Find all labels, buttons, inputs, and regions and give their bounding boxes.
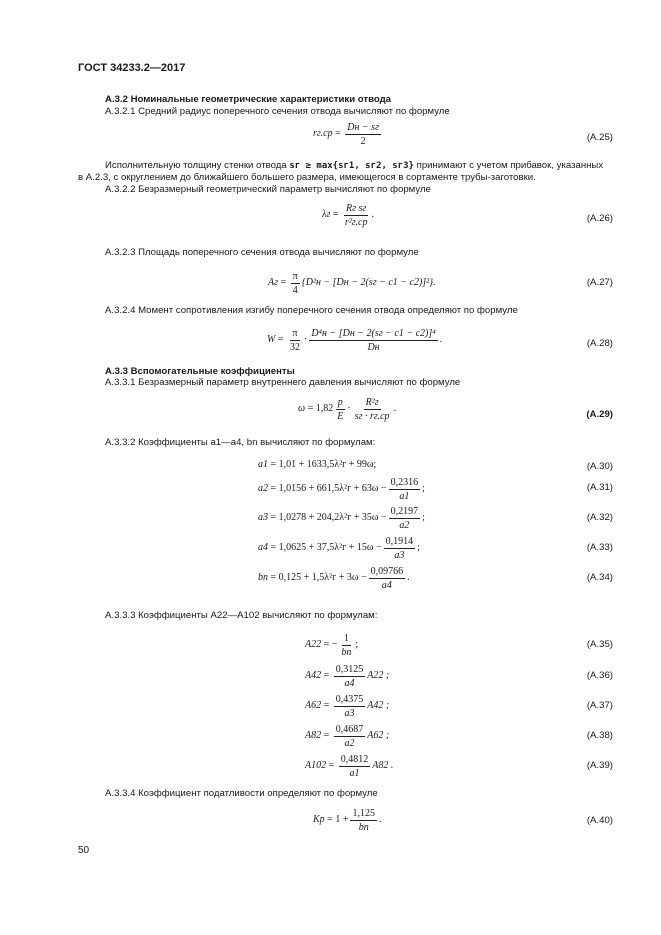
- page-number: 50: [78, 845, 90, 856]
- formula-lhs: W: [267, 334, 276, 346]
- formula-tail: ;: [355, 639, 359, 651]
- formula-a39: A102 = $\frac{0,4812}{a1}$ A82 .: [305, 754, 394, 779]
- formula-denominator: 4: [292, 285, 298, 296]
- formula-numerator: 0,4812: [340, 754, 369, 765]
- formula-a31: a2 = 1,0156 + 661,5λ²г + 63ω − $\frac{0,2316}{a1}$ ;: [258, 477, 425, 502]
- equation-number: (А.26): [586, 213, 613, 224]
- formula-lhs: a1: [258, 459, 268, 470]
- formula-denominator: a4: [344, 678, 355, 689]
- formula-lhs: rг.ср: [313, 128, 333, 140]
- formula-numerator: 1,125: [352, 808, 375, 819]
- formula-sign: −: [331, 639, 338, 651]
- formula-numerator: Dн − sг: [347, 122, 379, 133]
- equation-number: (А.27): [586, 277, 613, 288]
- formula-denominator: sг · rг.ср: [354, 411, 390, 422]
- formula-numerator: 0,2197: [390, 506, 419, 517]
- formula-lhs: λг: [322, 209, 331, 221]
- formula-rhs: 1,0278 + 204,2λ²г + 35ω −: [278, 512, 387, 524]
- paragraph: А.3.3.3 Коэффициенты A22—A102 вычисляют по формулам:: [105, 610, 378, 621]
- formula-tail: A22 ;: [367, 670, 390, 682]
- equation-number: (А.36): [586, 670, 613, 681]
- equation-number: (А.30): [586, 461, 613, 472]
- formula-denominator: r²г.ср: [344, 217, 368, 228]
- formula-coefficient: 1,82: [315, 403, 334, 415]
- equation-number: (А.33): [586, 542, 613, 553]
- formula-lhs: A62: [305, 700, 322, 712]
- formula-numerator: π: [292, 328, 298, 339]
- formula-tail: A42 ;: [367, 700, 390, 712]
- formula-lhs: A102: [305, 760, 327, 772]
- paragraph: А.3.3.2 Коэффициенты a1—a4, bn вычисляют по формулам:: [105, 437, 376, 448]
- formula-lhs: Kp: [313, 814, 325, 826]
- formula-lhs: A22: [305, 639, 322, 651]
- formula-denominator: bn: [341, 647, 352, 658]
- standard-header: ГОСТ 34233.2—2017: [78, 62, 186, 74]
- formula-numerator: Rг sг: [346, 203, 367, 214]
- formula-a35: A22 = − $\frac{1}{bn}$ ;: [305, 633, 359, 658]
- formula-numerator: 0,4687: [335, 724, 364, 735]
- formula-lhs: bn: [258, 572, 268, 584]
- paragraph: А.3.3.4 Коэффициент податливости определяют по формуле: [105, 788, 378, 799]
- formula-numerator: 0,1914: [385, 536, 414, 547]
- formula-numerator: 0,4375: [335, 694, 364, 705]
- equation-number: (А.34): [586, 572, 613, 583]
- formula-numerator: 0,3125: [335, 664, 364, 675]
- formula-tail: A62 ;: [367, 730, 390, 742]
- formula-rhs: 1,0625 + 37,5λ²г + 15ω −: [278, 542, 382, 554]
- equation-number: (А.37): [586, 700, 613, 711]
- formula-a33: a4 = 1,0625 + 37,5λ²г + 15ω − $\frac{0,1914}{a3}$ ;: [258, 536, 420, 561]
- formula-lhs: Aг: [268, 277, 279, 289]
- formula-a26: λг = $\frac{\text{Rг sг}}{\text{r²г.ср}}$ .: [322, 203, 374, 228]
- formula-numerator: 1: [343, 633, 349, 644]
- formula-numerator: p: [337, 397, 343, 408]
- formula-denominator: a1: [349, 768, 360, 779]
- formula-numerator: R²г: [365, 397, 379, 408]
- equation-number: (А.29): [586, 409, 613, 420]
- formula-denominator: a4: [381, 580, 392, 591]
- formula-a27: Aг = $\frac{\pi}{4}$ {D²н − [Dн − 2(sг − c1 − c2)]²}.: [268, 271, 436, 296]
- formula-denominator: a2: [344, 738, 355, 749]
- equation-number: (А.38): [586, 730, 613, 741]
- formula-a38: A82 = $\frac{0,4687}{a2}$ A62 ;: [305, 724, 390, 749]
- formula-a34: bn = 0,125 + 1,5λ²г + 3ω − $\frac{0,09766}{a4}$ .: [258, 566, 410, 591]
- formula-denominator: a1: [399, 491, 410, 502]
- paragraph-text: принимают с учетом прибавок, указанных: [416, 160, 604, 171]
- equation-number: (А.39): [586, 760, 613, 771]
- formula-lhs: a2: [258, 483, 268, 495]
- formula-a30: a1 = 1,01 + 1633,5λ²г + 99ω;: [258, 459, 377, 470]
- formula-lhs: A42: [305, 670, 322, 682]
- paragraph: [105, 160, 603, 172]
- formula-denominator: 2: [360, 136, 366, 147]
- formula-numerator: π: [292, 271, 298, 282]
- formula-denominator: bn: [358, 822, 369, 833]
- formula-numerator: 0,09766: [370, 566, 404, 577]
- formula-denominator: a3: [394, 550, 405, 561]
- paragraph: А.3.3.1 Безразмерный параметр внутреннего давления вычисляют по формуле: [105, 377, 461, 388]
- formula-denominator: a3: [344, 708, 355, 719]
- section-title: А.3.3 Вспомогательные коэффициенты: [105, 366, 295, 377]
- paragraph: в А.2.3, с округлением до ближайшего большего размера, имеющегося в сортаменте трубы-заготовки.: [78, 172, 536, 183]
- formula-numerator: 0,2316: [390, 477, 419, 488]
- formula-a32: a3 = 1,0278 + 204,2λ²г + 35ω − $\frac{0,2197}{a2}$ ;: [258, 506, 425, 531]
- section-title: А.3.2 Номинальные геометрические характеристики отвода: [105, 94, 392, 105]
- paragraph: А.3.2.3 Площадь поперечного сечения отвода вычисляют по формуле: [105, 247, 419, 258]
- formula-a40: Kp = 1 + $\frac{1,125}{bn}$ .: [313, 808, 382, 833]
- paragraph: А.3.2.2 Безразмерный геометрический параметр вычисляют по формуле: [105, 184, 431, 195]
- equation-number: (А.32): [586, 512, 613, 523]
- formula-rhs: 1 +: [335, 814, 349, 826]
- equation-number: (А.28): [586, 338, 613, 349]
- inline-formula: sг ≥ max{sг1, sг2, sг3}: [289, 161, 414, 171]
- formula-numerator: D⁴н − [Dн − 2(sг − c1 − c2)]⁴: [311, 328, 436, 339]
- formula-denominator: a2: [399, 520, 410, 531]
- formula-a37: A62 = $\frac{0,4375}{a3}$ A42 ;: [305, 694, 390, 719]
- formula-rhs: 1,01 + 1633,5λ²г + 99ω;: [278, 459, 377, 470]
- paragraph-text: Исполнительную толщину стенки отвода: [105, 160, 287, 171]
- formula-denominator: Dн: [367, 342, 380, 353]
- formula-denominator: 32: [289, 342, 300, 353]
- formula-lhs: A82: [305, 730, 322, 742]
- formula-tail: A82 .: [372, 760, 394, 772]
- paragraph: А.3.2.1 Средний радиус поперечного сечения отвода вычисляют по формуле: [105, 106, 450, 117]
- formula-lhs: ω: [298, 403, 306, 415]
- formula-rhs: 1,0156 + 661,5λ²г + 63ω −: [278, 483, 387, 495]
- formula-a25: rг.ср = $\frac{Dн - sг}{2}$: [313, 122, 379, 147]
- formula-denominator: E: [337, 411, 344, 422]
- formula-a29: ω = 1,82 $\frac{p}{E}$ · $\frac{\text{R²г}}{sг \cdot rг.ср}$ .: [298, 397, 397, 422]
- equation-number: (А.35): [586, 639, 613, 650]
- formula-body: {D²н − [Dн − 2(sг − c1 − c2)]²}.: [301, 277, 436, 289]
- equation-number: (А.31): [586, 482, 613, 493]
- equation-number: (А.40): [586, 815, 613, 826]
- formula-rhs: 0,125 + 1,5λ²г + 3ω −: [278, 572, 367, 584]
- paragraph: А.3.2.4 Момент сопротивления изгибу поперечного сечения отвода определяют по формуле: [105, 305, 518, 316]
- formula-a28: W = $\frac{\pi}{32}$ · $\frac{\text{D⁴н − [Dн − 2(sг − c1 − c2)]⁴}}{Dн}$ .: [267, 328, 443, 353]
- formula-lhs: a3: [258, 512, 268, 524]
- formula-a36: A42 = $\frac{0,3125}{a4}$ A22 ;: [305, 664, 390, 689]
- formula-lhs: a4: [258, 542, 268, 554]
- equation-number: (А.25): [586, 132, 613, 143]
